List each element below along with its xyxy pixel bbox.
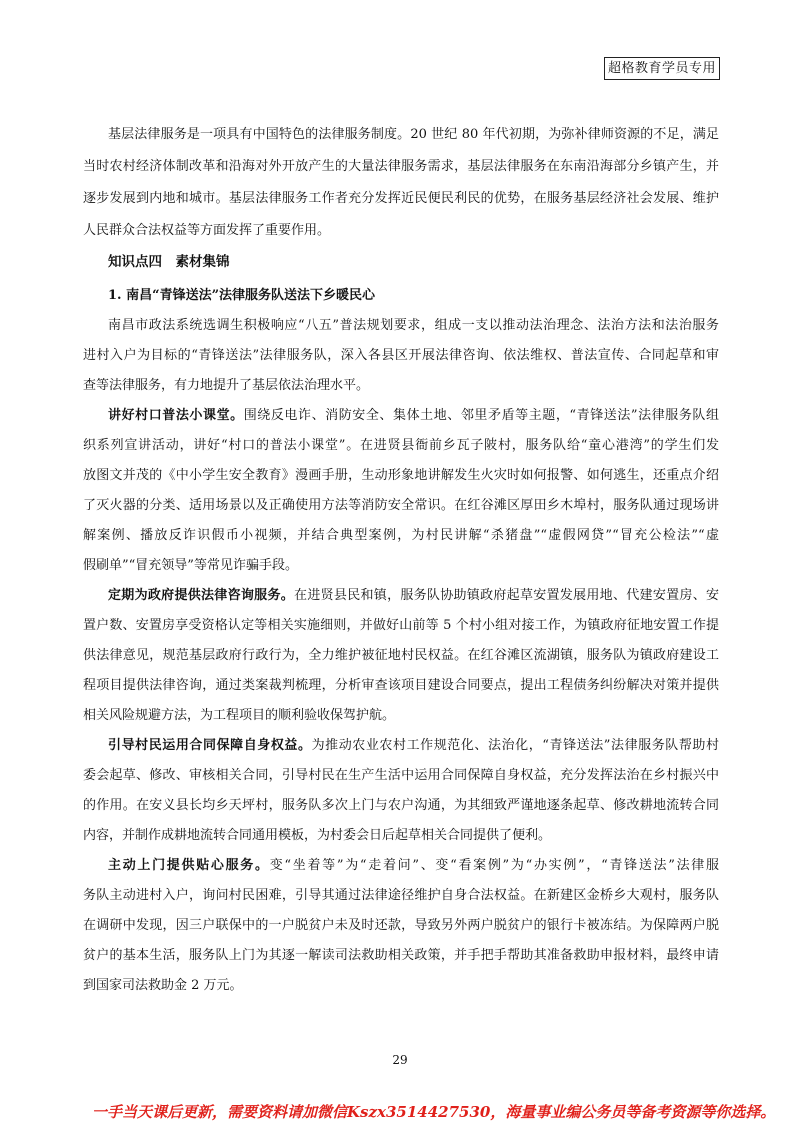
paragraph-overview — [83, 311, 719, 401]
item-title: 1. 南昌“青锋送法”法律服务队送法下乡暖民心 — [108, 288, 376, 303]
document-body — [83, 119, 719, 1001]
paragraph-lead: 主动上门提供贴心服务。 — [108, 858, 270, 873]
text-line: 当时农村经济体制改革和沿海对外开放产生的大量法律服务需求，基层法律服务在东南沿海部分乡镇产生，并 — [83, 159, 719, 174]
text-segment: 在进贤县民和镇，服务队协助镇政府起草安置发展用地、代建安置房、安 — [294, 588, 719, 603]
section-heading: 知识点四 素材集锦 — [108, 254, 230, 270]
text-line: 委会起草、修改、审核相关合同，引导村民在生产生活中运用合同保障自身权益，充分发挥法治在乡村振兴中 — [83, 768, 719, 783]
text-line — [83, 851, 719, 881]
text-segment: 变“坐着等”为“走着问”、变“看案例”为“办实例”，“青锋送法”法律服 — [269, 858, 719, 873]
text-line: 了灭火器的分类、适用场景以及正确使用方法等消防安全常识。在红谷滩区厚田乡木埠村，服务队通过现场讲 — [83, 498, 719, 513]
intro-paragraph — [83, 119, 719, 247]
text-segment: 围绕反电诈、消防安全、集体土地、邻里矛盾等主题，“青锋送法”法律服务队组 — [243, 408, 719, 423]
paragraph-government-consulting — [83, 581, 719, 731]
text-line: 基层法律服务是一项具有中国特色的法律服务制度。20 世纪 80 年代初期，为弥补律师资源的不足，满足 — [108, 127, 719, 142]
text-line: 南昌市政法系统选调生积极响应“八五”普法规划要求，组成一支以推动法治理念、法治方法和法治服务 — [108, 318, 719, 333]
text-line — [83, 401, 719, 431]
text-line: 解案例、播放反诈识假币小视频，并结合典型案例，为村民讲解“杀猪盘”“虚假网贷”“冒充公检法”“虚 — [83, 528, 719, 543]
paragraph-lead: 引导村民运用合同保障自身权益。 — [108, 738, 312, 753]
text-line: 查等法律服务，有力地提升了基层依法治理水平。 — [83, 378, 370, 393]
text-line: 人民群众合法权益等方面发挥了重要作用。 — [83, 223, 331, 238]
text-segment: 为推动农业农村工作规范化、法治化，“青锋送法”法律服务队帮助村 — [311, 738, 719, 753]
text-line: 相关风险规避方法，为工程项目的顺利验收保驾护航。 — [83, 708, 396, 723]
text-line: 到国家司法救助金 2 万元。 — [83, 978, 243, 993]
text-line: 织系列宣讲活动，讲好“村口的普法小课堂”。在进贤县衙前乡瓦子陂村，服务队给“童心港湾”的学生们发 — [83, 438, 719, 453]
text-line: 置户数、安置房享受资格认定等相关实施细则，并做好山前等 5 个村小组对接工作，为镇政府征地安置工作提 — [83, 618, 719, 633]
text-line: 内容，并制作成耕地流转合同通用模板，为村委会日后起草相关合同提供了便利。 — [83, 828, 552, 843]
paragraph-lead: 定期为政府提供法律咨询服务。 — [108, 588, 295, 603]
paragraph-village-classroom — [83, 401, 719, 581]
text-line: 逐步发展到内地和城市。基层法律服务工作者充分发挥近民便民利民的优势，在服务基层经济社会发展、维护 — [83, 191, 719, 206]
text-line: 务队主动进村入户，询问村民困难，引导其通过法律途径维护自身合法权益。在新建区金桥乡大观村，服务队 — [83, 888, 719, 903]
text-line: 进村入户为目标的“青锋送法”法律服务队，深入各县区开展法律咨询、依法维权、普法宣传、合同起草和审 — [83, 348, 719, 363]
text-line — [83, 581, 719, 611]
paragraph-lead: 讲好村口普法小课堂。 — [108, 408, 244, 423]
paragraph-contracts — [83, 731, 719, 851]
text-line: 程项目提供法律咨询，通过类案裁判梳理，分析审查该项目建设合同要点，提出工程债务纠纷解决对策并提供 — [83, 678, 719, 693]
header-tag: 超格教育学员专用 — [604, 57, 720, 80]
text-line: 在调研中发现，因三户联保中的一户脱贫户未及时还款，导致另外两户脱贫户的银行卡被冻结。为保障两户脱 — [83, 918, 719, 933]
text-line: 放图文并茂的《中小学生安全教育》漫画手册，生动形象地讲解发生火灾时如何报警、如何逃生，还重点介绍 — [83, 468, 719, 483]
text-line: 贫户的基本生活，服务队上门为其逐一解读司法救助相关政策，并手把手帮助其准备救助申报材料，最终申请 — [83, 948, 719, 963]
page-number: 29 — [392, 1053, 408, 1067]
paragraph-door-to-door — [83, 851, 719, 1001]
text-line: 假刷单”“冒充领导”等常见诈骗手段。 — [83, 558, 298, 573]
footer-note: 一手当天课后更新，需要资料请加微信Kszx3514427530，海量事业编公务员等备考资源等你选择。 — [92, 1103, 776, 1121]
text-line — [83, 731, 719, 761]
text-line: 供法律意见，规范基层政府行政行为，全力维护被征地村民权益。在红谷滩区流湖镇，服务队为镇政府建设工 — [83, 648, 719, 663]
text-line: 的作用。在安义县长均乡天坪村，服务队多次上门与农户沟通，为其细致严谨地逐条起草、修改耕地流转合同 — [83, 798, 719, 813]
